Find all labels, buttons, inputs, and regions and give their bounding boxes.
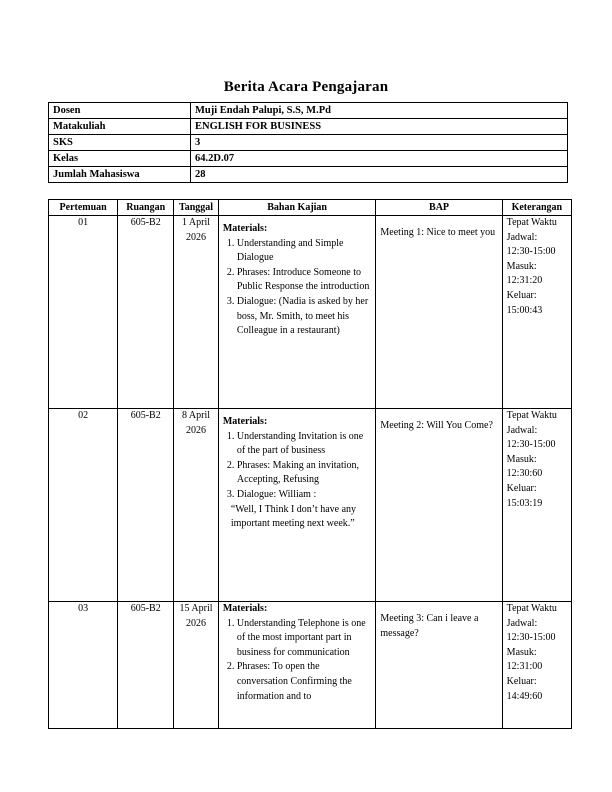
info-label: Dosen [49, 103, 191, 119]
info-label: Jumlah Mahasiswa [49, 167, 191, 183]
materials-title: Materials: [222, 223, 268, 234]
pertemuan-cell: 02 [49, 409, 118, 602]
info-row-jumlah-mahasiswa [49, 167, 568, 183]
ket-line: Tepat Waktu [506, 603, 557, 614]
info-row-dosen [49, 103, 568, 119]
ket-line: Keluar: [506, 482, 537, 494]
header-bap: BAP [376, 200, 502, 216]
ket-line: Masuk: [506, 260, 537, 272]
ket-line: 14:49:60 [506, 690, 543, 702]
list-item: 3. Dialogue: William : [237, 488, 372, 503]
bahan-kajian-cell [218, 602, 376, 729]
ket-line: 12:30-15:00 [506, 439, 556, 451]
list-item: 2. Phrases: Making an invitation, Accepting, Refusing [237, 459, 372, 488]
info-value: 3 [191, 135, 568, 151]
info-value: Muji Endah Palupi, S.S, M.Pd [191, 103, 568, 119]
info-value: ENGLISH FOR BUSINESS [191, 119, 568, 135]
teaching-record-table [48, 199, 572, 729]
materials-title: Materials: [222, 603, 268, 614]
ket-line: 12:31:20 [506, 275, 543, 287]
list-item: 1. Understanding and Simple Dialogue [237, 237, 372, 266]
tanggal-cell: 8 April 2026 [174, 409, 219, 602]
header-ruangan: Ruangan [118, 200, 174, 216]
list-item: 1. Understanding Telephone is one of the most important part in business for communication [237, 617, 372, 661]
tanggal-cell: 1 April 2026 [174, 216, 219, 409]
list-item: 3. Dialogue: (Nadia is asked by her boss, Mr. Smith, to meet his Colleague in a restaurant) [237, 295, 372, 339]
ket-line: Masuk: [506, 453, 537, 465]
info-row-matakuliah [49, 119, 568, 135]
info-value: 64.2D.07 [191, 151, 568, 167]
page-title: Berita Acara Pengajaran [223, 79, 389, 95]
list-item: 2. Phrases: Introduce Someone to Public Response the introduction [237, 266, 372, 295]
keterangan-cell [502, 216, 571, 409]
materials-list [223, 430, 372, 503]
bahan-kajian-cell [218, 409, 376, 602]
bahan-kajian-cell [218, 216, 376, 409]
ket-line: Tepat Waktu [506, 217, 557, 228]
pertemuan-cell: 01 [49, 216, 118, 409]
table-row [49, 409, 572, 602]
ket-line: Tepat Waktu [506, 410, 557, 421]
info-row-kelas [49, 151, 568, 167]
ket-line: Masuk: [506, 646, 537, 658]
ket-line: Jadwal: [506, 231, 538, 243]
info-value: 28 [191, 167, 568, 183]
tanggal-cell: 15 April 2026 [174, 602, 219, 729]
header-keterangan: Keterangan [502, 200, 571, 216]
materials-list [223, 237, 372, 339]
ruangan-cell: 605-B2 [118, 216, 174, 409]
ket-line: 15:03:19 [506, 497, 543, 509]
bap-cell: Meeting 2: Will You Come? [376, 409, 502, 602]
info-label: Kelas [49, 151, 191, 167]
header-bahan-kajian: Bahan Kajian [218, 200, 376, 216]
info-label: SKS [49, 135, 191, 151]
ket-line: 15:00:43 [506, 304, 543, 316]
header-tanggal: Tanggal [174, 200, 219, 216]
ket-line: Jadwal: [506, 617, 538, 629]
ket-line: Jadwal: [506, 424, 538, 436]
ruangan-cell: 605-B2 [118, 409, 174, 602]
ket-line: 12:31:00 [506, 661, 543, 673]
table-header-row [49, 200, 572, 216]
course-info-table [48, 102, 568, 183]
materials-list [223, 617, 372, 705]
ket-line: 12:30-15:00 [506, 246, 556, 258]
list-item: 1. Understanding Invitation is one of the part of business [237, 430, 372, 459]
info-row-sks [49, 135, 568, 151]
table-row [49, 216, 572, 409]
keterangan-cell [502, 602, 571, 729]
bap-cell: Meeting 1: Nice to meet you [376, 216, 502, 409]
pertemuan-cell: 03 [49, 602, 118, 729]
ket-line: 12:30:60 [506, 468, 543, 480]
info-label: Matakuliah [49, 119, 191, 135]
dialogue-quote: “Well, I Think I don’t have any important meeting next week.” [230, 503, 357, 530]
materials-title: Materials: [222, 416, 268, 427]
ket-line: 12:30-15:00 [506, 632, 556, 644]
list-item: 2. Phrases: To open the conversation Confirming the information and to [237, 660, 372, 704]
ket-line: Keluar: [506, 675, 537, 687]
ket-line: Keluar: [506, 289, 537, 301]
ruangan-cell: 605-B2 [118, 602, 174, 729]
header-pertemuan: Pertemuan [49, 200, 118, 216]
bap-cell: Meeting 3: Can i leave a message? [376, 602, 502, 729]
table-row [49, 602, 572, 729]
keterangan-cell [502, 409, 571, 602]
